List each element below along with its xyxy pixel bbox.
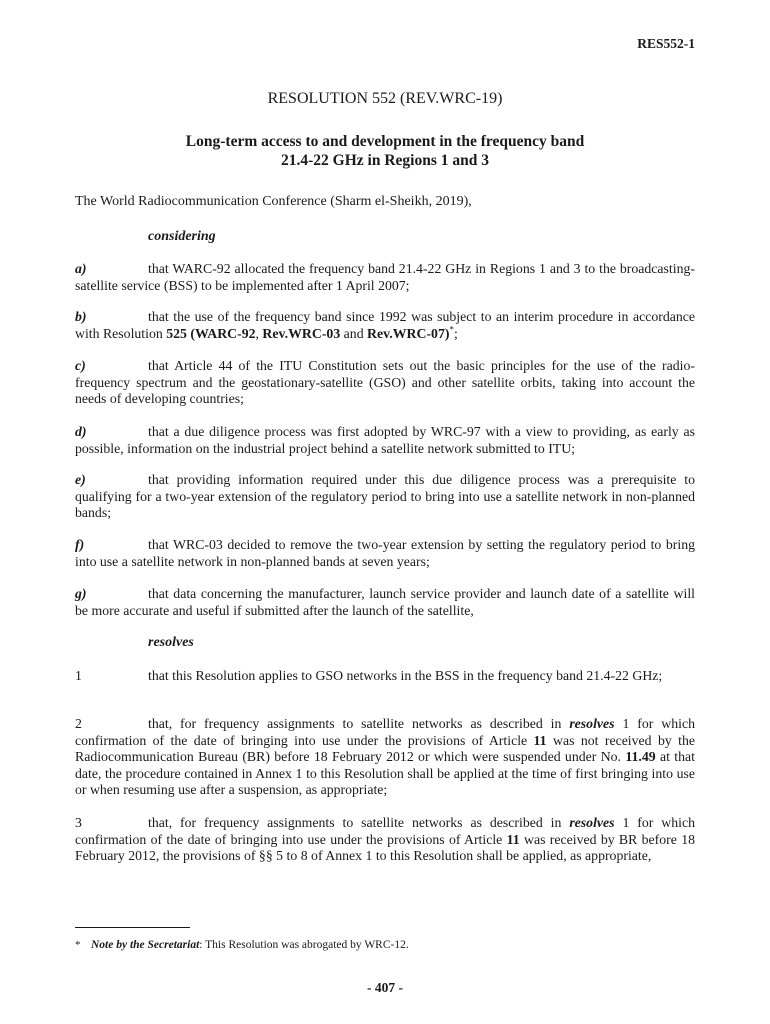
conference-intro: The World Radiocommunication Conference (Sharm el-Sheikh, 2019), xyxy=(75,194,472,209)
footnote-label: Note by the Secretariat xyxy=(91,939,200,951)
subtitle-line-2: 21.4-22 GHz in Regions 1 and 3 xyxy=(281,152,489,169)
considering-paragraph-e xyxy=(75,472,695,522)
paragraph-text: that data concerning the manufacturer, launch service provider and launch date of a satellite will be more accurate and useful if submitted after the launch of the satellite, xyxy=(75,586,695,618)
paragraph-text: that providing information required under this due diligence process was a prerequisite to qualifying for a two-year extension of the regulatory period to bring into use a satellite network in non-planned bands; xyxy=(75,472,695,520)
resolves-paragraph-1 xyxy=(75,668,695,685)
resolves-paragraph-3 xyxy=(75,815,695,865)
page-number: - 407 - xyxy=(367,980,403,995)
revision-reference: Rev.WRC-07) xyxy=(367,325,450,341)
considering-heading: considering xyxy=(148,229,216,244)
paragraph-text-end: ; xyxy=(453,325,458,341)
resolution-title: RESOLUTION 552 (REV.WRC-19) xyxy=(267,90,503,107)
paragraph-text: that the use of the frequency band since 1992 was subject to an interim procedure in accordance with Resolution xyxy=(75,309,695,341)
footnote-text: : This Resolution was abrogated by WRC-12. xyxy=(199,939,409,951)
considering-paragraph-c xyxy=(75,358,695,408)
footnote-divider xyxy=(75,927,190,928)
paragraph-text: that Article 44 of the ITU Constitution sets out the basic principles for the use of the radio-frequency spectrum and the geostationary-satellite (GSO) and other satellite orbits, taking into account the needs of developing countries; xyxy=(75,358,695,406)
document-id: RES552-1 xyxy=(637,36,695,51)
paragraph-marker: f) xyxy=(75,537,85,552)
paragraph-text: that WRC-03 decided to remove the two-year extension by setting the regulatory period to bring into use a satellite network in non-planned bands at seven years; xyxy=(75,537,695,569)
resolves-paragraph-2 xyxy=(75,716,695,799)
paragraph-text: that a due diligence process was first adopted by WRC-97 with a view to providing, as early as possible, information on the industrial project behind a satellite network submitted to ITU; xyxy=(75,424,695,456)
considering-paragraph-f xyxy=(75,537,695,570)
considering-paragraph-a xyxy=(75,261,695,294)
article-reference: 11 xyxy=(506,831,520,847)
paragraph-marker: g) xyxy=(75,586,87,601)
paragraph-marker: 3 xyxy=(75,815,82,830)
paragraph-marker: b) xyxy=(75,309,87,324)
paragraph-marker: e) xyxy=(75,472,86,487)
revision-reference: Rev.WRC-03 xyxy=(262,325,341,341)
resolution-reference: 525 (WARC-92 xyxy=(166,325,256,341)
resolution-subtitle xyxy=(75,132,695,170)
paragraph-marker: d) xyxy=(75,424,87,439)
footnote-reference[interactable]: * xyxy=(449,323,454,334)
paragraph-marker: c) xyxy=(75,358,86,373)
considering-paragraph-g xyxy=(75,586,695,619)
separator-text: , xyxy=(255,325,263,341)
paragraph-text: 1 for which confirmation of the date of bringing into use under the provisions of Article xyxy=(75,716,695,748)
considering-paragraph-d xyxy=(75,424,695,457)
paragraph-text: that WARC-92 allocated the frequency band 21.4-22 GHz in Regions 1 and 3 to the broadcasting-satellite service (BSS) to be implemented after 1 April 2007; xyxy=(75,261,695,293)
paragraph-marker: 2 xyxy=(75,716,82,731)
footnote-mark: * xyxy=(75,939,81,951)
paragraph-text: was received by BR before 18 February 2012, the provisions of §§ 5 to 8 of Annex 1 to this Resolution shall be applied, as appropriate, xyxy=(75,831,696,863)
document-page xyxy=(75,0,695,1024)
considering-paragraph-b xyxy=(75,309,695,342)
article-reference: 11 xyxy=(533,732,547,748)
paragraph-text: was not received by the Radiocommunication Bureau (BR) before 18 February 2012 or which were suspended under No. xyxy=(75,732,695,764)
paragraph-text: that, for frequency assignments to satellite networks as described in xyxy=(148,716,570,731)
separator-text: and xyxy=(340,325,368,341)
resolves-heading: resolves xyxy=(148,635,194,650)
paragraph-text: at that date, the procedure contained in Annex 1 to this Resolution shall be applied at the time of first bringing into use or when resuming use after a suspension, as appropriate; xyxy=(75,749,695,797)
footnote xyxy=(75,939,409,951)
resolves-reference: resolves xyxy=(569,716,615,731)
paragraph-text: that this Resolution applies to GSO networks in the BSS in the frequency band 21.4-22 GHz; xyxy=(148,668,663,683)
provision-reference: 11.49 xyxy=(625,749,656,764)
paragraph-marker: a) xyxy=(75,261,87,276)
paragraph-text: 1 for which confirmation of the date of bringing into use under the provisions of Article xyxy=(75,815,695,847)
paragraph-marker: 1 xyxy=(75,668,82,683)
subtitle-line-1: Long-term access to and development in the frequency band xyxy=(185,133,585,150)
paragraph-text: that, for frequency assignments to satellite networks as described in xyxy=(148,815,570,830)
resolves-reference: resolves xyxy=(569,815,615,830)
